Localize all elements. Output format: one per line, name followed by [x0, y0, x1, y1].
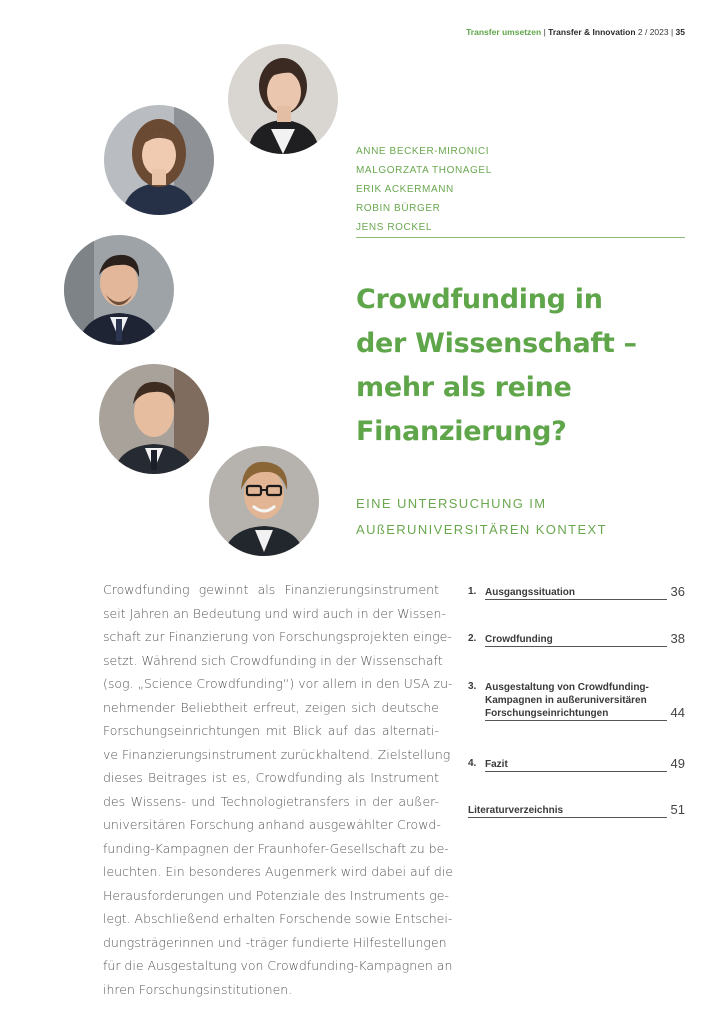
header-magazine: Transfer & Innovation	[548, 27, 636, 37]
title-line: mehr als reine	[356, 372, 572, 403]
toc-page-number: 49	[670, 756, 685, 771]
body-line: des Wissens- und Technologietransfers in der außer-	[103, 793, 439, 809]
toc-number: 3.	[468, 681, 477, 692]
body-line: schaft zur Finanzierung von Forschungsprojekten einge-	[103, 629, 452, 644]
portrait-woman-brown-hair	[104, 105, 214, 215]
subtitle-line: EINE UNTERSUCHUNG IM	[356, 496, 547, 511]
running-header	[466, 27, 685, 37]
portrait-man-short-hair	[99, 364, 209, 474]
toc-title	[485, 586, 667, 600]
portrait-man-glasses	[209, 446, 319, 556]
body-line: leuchten. Ein besonderes Augenmerk wird dabei auf die	[103, 864, 454, 879]
body-line: Crowdfunding gewinnt als Finanzierungsinstrument	[103, 582, 439, 597]
body-line: setzt. Während sich Crowdfunding in der Wissenschaft	[103, 652, 443, 668]
body-line: nehmender Beliebtheit erfreut, zeigen sich deutsche	[103, 699, 439, 715]
author-name: JENS ROCKEL	[356, 222, 433, 233]
toc-title-text: Crowdfunding	[485, 633, 667, 647]
toc-page-number: 44	[670, 705, 685, 720]
body-line: ve Finanzierungsinstrument zurückhaltend. Zielstellung	[103, 746, 451, 762]
author-photo-5	[209, 446, 319, 556]
author-photo-4	[99, 364, 209, 474]
author-list	[356, 142, 492, 237]
header-separator: |	[541, 27, 549, 37]
toc-title-text: Ausgangssituation	[485, 586, 667, 600]
title-line: der Wissenschaft –	[356, 328, 637, 359]
body-line: (sog. „Science Crowdfunding“) vor allem in den USA zu-	[103, 676, 453, 691]
body-line: für die Ausgestaltung von Crowdfunding-Kampagnen an	[103, 958, 453, 973]
body-line: dieses Beitrages ist es, Crowdfunding als Instrument	[103, 770, 439, 785]
author-name: ERIK ACKERMANN	[356, 184, 454, 195]
author-photo-2	[104, 105, 214, 215]
body-line: legt. Abschließend erhalten Forschende sowie Entschei-	[103, 911, 453, 926]
toc-title-text: Forschungseinrichtungen	[485, 707, 667, 721]
toc-title	[485, 633, 667, 647]
body-line: Herausforderungen und Potenziale des Instruments ge-	[103, 887, 449, 903]
toc-title-text: Fazit	[485, 758, 667, 772]
body-line: ihren Forschungsinstitutionen.	[103, 981, 293, 997]
toc-title	[485, 681, 667, 721]
body-line: Forschungseinrichtungen mit Blick auf das alternati-	[103, 723, 439, 738]
header-page-number: 35	[675, 27, 685, 37]
author-photo-1	[228, 44, 338, 154]
toc-title	[468, 804, 667, 818]
author-name: MALGORZATA THONAGEL	[356, 165, 492, 176]
portrait-woman-dark-hair	[228, 44, 338, 154]
toc-page-number: 51	[670, 802, 685, 817]
header-issue: 2 / 2023 |	[635, 27, 676, 37]
toc-number: 2.	[468, 633, 477, 644]
toc-page-number: 38	[670, 631, 685, 646]
toc-title	[485, 758, 667, 772]
title-line: Finanzierung?	[356, 416, 567, 447]
toc-title-text: Ausgestaltung von Crowdfunding-	[485, 682, 649, 693]
article-subtitle	[356, 491, 686, 543]
body-line: seit Jahren an Bedeutung und wird auch in der Wissen-	[103, 605, 446, 621]
author-name: ANNE BECKER-MIRONICI	[356, 146, 490, 157]
article-title	[356, 278, 686, 454]
author-photo-3	[64, 235, 174, 345]
author-name: ROBIN BÜRGER	[356, 203, 441, 214]
subtitle-line: AUßERUNIVERSITÄREN KONTEXT	[356, 522, 607, 537]
portrait-man-dark-hair	[64, 235, 174, 345]
toc-number: 1.	[468, 586, 477, 597]
toc-page-number: 36	[670, 584, 685, 599]
body-line: funding-Kampagnen der Fraunhofer-Gesellschaft zu be-	[103, 840, 449, 856]
divider-line	[356, 237, 685, 238]
toc-number: 4.	[468, 758, 477, 769]
title-line: Crowdfunding in	[356, 284, 603, 315]
toc-title-text: Literaturverzeichnis	[468, 804, 667, 818]
toc-title-text: Kampagnen in außeruniversitären	[485, 695, 647, 706]
body-line: universitären Forschung anhand ausgewählter Crowd-	[103, 817, 441, 832]
header-section: Transfer umsetzen	[466, 27, 542, 37]
body-line: dungsträgerinnen und -träger fundierte Hilfestellungen	[103, 934, 447, 950]
abstract-paragraph	[103, 578, 454, 1001]
